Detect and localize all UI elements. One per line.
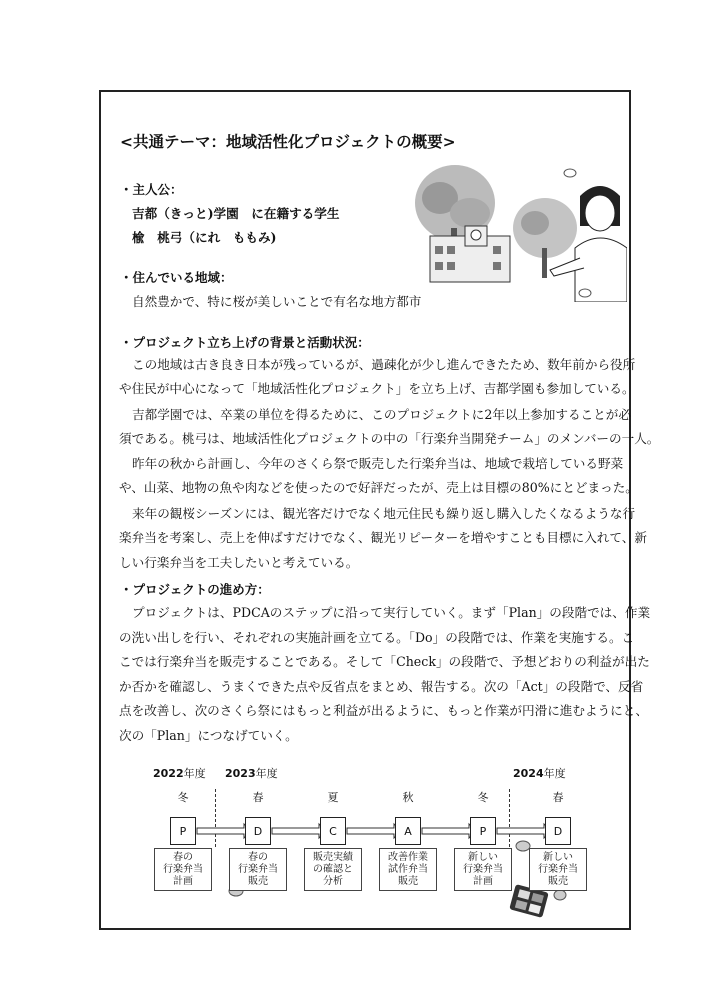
year-label: 2024年度 [513, 767, 566, 780]
text-line: 点を改善し、次のさくら祭にはもっと利益が出るように、もっと作業が円滑に進むようにと、 [119, 703, 648, 718]
text-line: 須である。桃弓は、地域活性化プロジェクトの中の「行楽弁当開発チーム」のメンバーの一人。 [119, 431, 660, 446]
petal-icon [516, 841, 530, 851]
pdca-step-box: D [545, 817, 571, 845]
year-label: 2022年度 [153, 767, 206, 780]
pdca-step-box: P [470, 817, 496, 845]
arrow-icon [197, 824, 251, 838]
region-text: 自然豊かで、特に桜が美しいことで有名な地方都市 [132, 294, 422, 309]
background-heading: ・プロジェクト立ち上げの背景と活動状況： [120, 335, 370, 350]
arrow-icon [497, 824, 551, 838]
year-label: 2023年度 [225, 767, 278, 780]
season-label: 冬 [177, 791, 189, 804]
protagonist-heading: ・主人公： [120, 182, 183, 197]
text-line: 来年の観桜シーズンには、観光客だけでなく地元住民も繰り返し購入したくなるような行 [132, 506, 636, 521]
protagonist-name: 楡 桃弓（にれ ももみ) [132, 230, 277, 245]
text-line: しい行楽弁当を工夫したいと考えている。 [119, 555, 359, 570]
step-description: 新しい 行楽弁当 販売 [529, 848, 587, 891]
text-line: か否かを確認し、うまくできた点や反省点をまとめ、報告する。次の「Act」の段階で、反省 [119, 679, 644, 694]
arrow-icon [422, 824, 476, 838]
pdca-step-box: C [320, 817, 346, 845]
step-description: 販売実績 の確認と 分析 [304, 848, 362, 891]
pdca-step-box: P [170, 817, 196, 845]
text-line: この地域は古き良き日本が残っているが、過疎化が少し進んできたため、数年前から役所 [132, 357, 636, 372]
step-description: 新しい 行楽弁当 計画 [454, 848, 512, 891]
season-label: 春 [252, 791, 264, 804]
petal-icon [554, 890, 566, 900]
step-description: 春の 行楽弁当 販売 [229, 848, 287, 891]
protagonist-school: 吉都（きっと)学園 に在籍する学生 [132, 206, 340, 221]
text-line: プロジェクトは、PDCAのステップに沿って実行していく。まず「Plan」の段階では、作業 [132, 605, 651, 620]
text-line: や、山菜、地物の魚や肉などを使ったので好評だったが、売上は目標の80%にとどまった。 [119, 480, 638, 495]
step-description: 改善作業 試作弁当 販売 [379, 848, 437, 891]
season-label: 秋 [402, 791, 414, 804]
season-label: 春 [552, 791, 564, 804]
pdca-step-box: A [395, 817, 421, 845]
text-line: や住民が中心になって「地域活性化プロジェクト」を立ち上げ、吉都学園も参加している。 [119, 381, 635, 396]
season-label: 冬 [477, 791, 489, 804]
region-heading: ・住んでいる地域： [120, 270, 233, 285]
text-line: 昨年の秋から計画し、今年のさくら祭で販売した行楽弁当は、地域で栽培している野菜 [132, 456, 624, 471]
text-line: 楽弁当を考案し、売上を伸ばすだけでなく、観光リピーターを増やすことも目標に入れて、新 [119, 530, 647, 545]
text-line: こでは行楽弁当を販売することである。そして「Check」の段階で、予想どおりの利益が出た [119, 654, 650, 669]
process-heading: ・プロジェクトの進め方： [120, 582, 270, 597]
arrow-icon [272, 824, 326, 838]
text-line: 次の「Plan」につなげていく。 [119, 728, 298, 743]
arrow-icon [347, 824, 401, 838]
text-line: の洗い出しを行い、それぞれの実施計画を立てる。「Do」の段階では、作業を実施する。こ [119, 630, 635, 645]
season-label: 夏 [327, 791, 339, 804]
pdca-step-box: D [245, 817, 271, 845]
text-line: 吉都学園では、卒業の単位を得るために、このプロジェクトに2年以上参加することが必 [132, 407, 631, 422]
step-description: 春の 行楽弁当 計画 [154, 848, 212, 891]
page-title: <共通テーマ：地域活性化プロジェクトの概要> [120, 133, 456, 151]
